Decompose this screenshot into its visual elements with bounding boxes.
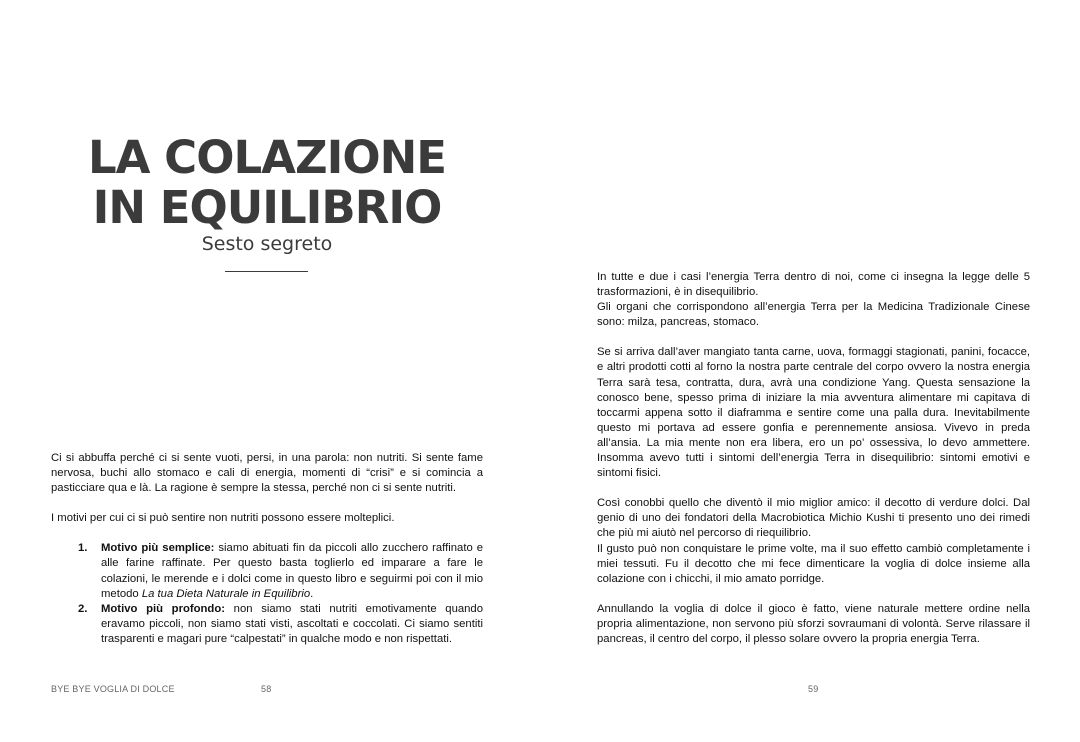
right-page [540, 0, 1080, 742]
list-item-text: non siamo stati nutriti emotivamente quando eravamo piccoli, non siamo stati visti, ascoltati e coccolati. Ci siamo sentiti trasparenti e magari pure “calpestati” in qualche modo e non rispettati. [101, 602, 483, 645]
paragraph: Gli organi che corrispondono all’energia Terra per la Medicina Tradizionale Cinese sono: milza, pancreas, stomaco. [597, 301, 1030, 329]
list-item-text: siamo abituati fin da piccoli allo zucchero raffinato e alle farine raffinate. Per questo basta toglierlo ed imparare a fare le colazioni, le merende e i dolci come in questo libro e seguirmi poi con il mio metodo [101, 542, 483, 600]
page-number-right: 59 [808, 684, 819, 694]
paragraph: Se si arriva dall’aver mangiato tanta carne, uova, formaggi stagionati, panini, focacce, e altri prodotti cotti al forno la nostra parte centrale del corpo ovvero la nostra energia Terra sarà tesa, contratta, dura, avrà una condizione Yang. Questa sensazione la conosco bene, spesso prima di iniziare la mia avventura alimentare mi capitava di toccarmi appena sotto il diaframma e sentire come una palla dura. Inevitabilmente questo mi portava ad essere gonfia e perennemente ansiosa. Vivevo in preda all’ansia. La mia mente non era libera, ero un po’ ossessiva, lo devo ammettere. Insomma avevo tutti i sintomi dell’energia Terra in disequilibrio: sintomi emotivi e sintomi fisici. [597, 346, 1030, 480]
chapter-title [0, 133, 534, 233]
list-item-end: . [310, 587, 314, 600]
paragraph: Annullando la voglia di dolce il gioco è fatto, viene naturale mettere ordine nella propria alimentazione, non servono più sforzi sovraumani di volontà. Serve rilassare il pancreas, il centro del corpo, il plesso solare ovvero la propria energia Terra. [597, 602, 1030, 645]
chapter-subtitle: Sesto segreto [201, 233, 333, 255]
paragraph: Ci si abbuffa perché ci si sente vuoti, persi, in una parola: non nutriti. Si sente fame nervosa, buchi allo stomaco e cali di energia, momenti di “crisi” e si comincia a pasticciare qua e là. La ragione è sempre la stessa, perché non ci si sente nutriti. [51, 452, 483, 495]
list-item [51, 541, 483, 601]
paragraph: Così conobbi quello che diventò il mio miglior amico: il decotto di verdure dolci. Dal genio di uno dei fondatori della Macrobiotica Michio Kushi ti presento uno dei rimedi che più mi aiutò nel percorso di riequilibrio. [597, 497, 1030, 540]
chapter-title-line-2: IN EQUILIBRIO [92, 181, 442, 234]
book-method-title: La tua Dieta Naturale in Equilibrio [141, 587, 311, 600]
right-body-text [597, 270, 1030, 647]
list-item-lead: Motivo più semplice: [101, 542, 215, 555]
list-item-lead: Motivo più profondo: [101, 602, 225, 615]
title-divider [225, 271, 308, 272]
list-item [51, 602, 483, 647]
page-number-left: 58 [261, 684, 272, 694]
footer-book-title: BYE BYE VOGLIA DI DOLCE [51, 684, 175, 694]
list-item-number: 1. [78, 542, 88, 555]
chapter-title-line-1: LA COLAZIONE [88, 131, 446, 184]
paragraph: In tutte e due i casi l’energia Terra dentro di noi, come ci insegna la legge delle 5 trasformazioni, è in disequilibrio. [597, 271, 1030, 299]
paragraph: I motivi per cui ci si può sentire non nutriti possono essere molteplici. [51, 512, 395, 525]
reasons-list [51, 541, 483, 647]
paragraph: Il gusto può non conquistare le prime volte, ma il suo effetto cambiò completamente i miei tessuti. Fu il decotto che mi fece dimenticare la voglia di dolce insieme alla colazione con i chicchi, il mio amato porridge. [597, 542, 1030, 585]
list-item-number: 2. [78, 602, 88, 615]
left-body-text [51, 451, 483, 647]
